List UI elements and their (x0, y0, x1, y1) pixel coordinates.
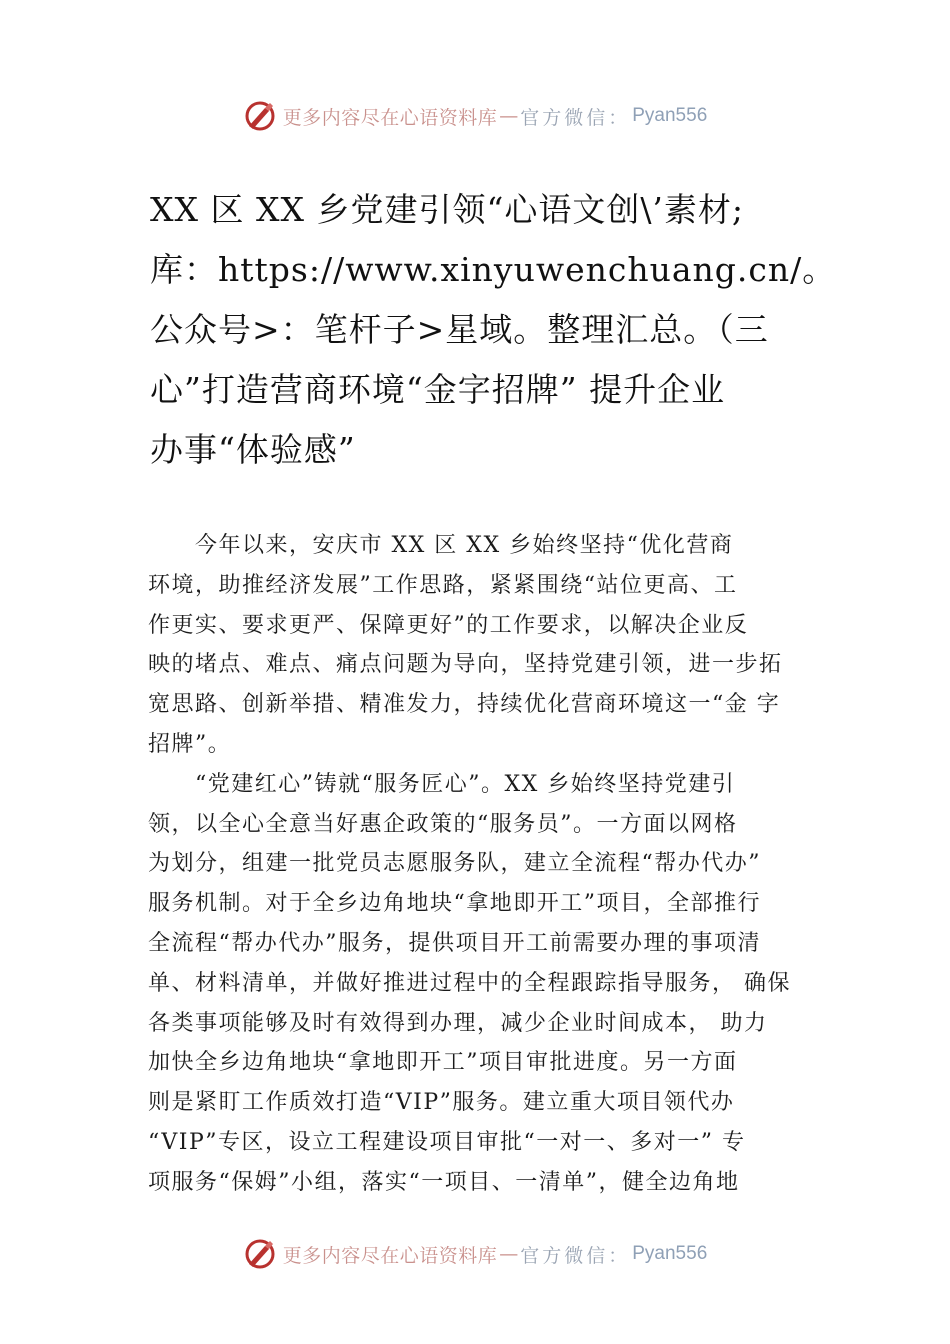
pen-logo-icon (243, 99, 277, 133)
banner-text: 更多内容尽在心语资料库 (282, 1244, 498, 1267)
body-line: 单、材料清单，并做好推进过程中的全程跟踪指导服务， 确保 (148, 970, 791, 996)
title-line: 公众号>：笔杆子>星域。整理汇总。（三 (150, 310, 769, 349)
body-line: “VIP”专区，设立工程建设项目审批“一对一、多对一” 专 (148, 1129, 746, 1155)
body-line: 宽思路、创新举措、精准发力，持续优化营商环境这一“金 字 (148, 692, 781, 718)
banner-wechat-id: Pyan556 (632, 1243, 708, 1264)
banner-separator: — (499, 1243, 519, 1265)
title-line: 办事“体验感” (150, 430, 356, 469)
body-line: 加快全乡边角地块“拿地即开工”项目审批进度。另一方面 (148, 1050, 738, 1076)
body-line: 为划分，组建一批党员志愿服务队，建立全流程“帮办代办” (148, 851, 761, 877)
title-line: 心”打造营商环境“金字招牌” 提升企业 (150, 370, 726, 409)
body-line: 项服务“保姆”小组，落实“一项目、一清单”，健全边角地 (148, 1169, 740, 1195)
body-line: 作更实、要求更严、保障更好”的工作要求，以解决企业反 (148, 612, 749, 638)
header-watermark-banner (0, 96, 950, 136)
banner-separator: — (499, 105, 519, 127)
body-line: 招牌”。 (148, 731, 232, 757)
body-line: 服务机制。对于全乡边角地块“拿地即开工”项目，全部推行 (148, 891, 761, 917)
banner-label: 官方微信： (520, 106, 631, 129)
title-line: XX 区 XX 乡党建引领“心语文创\’素材; (150, 190, 745, 229)
body-line: 环境，助推经济发展”工作思路，紧紧围绕“站位更高、工 (148, 572, 738, 598)
body-line: 则是紧盯工作质效打造“VIP”服务。建立重大项目领代办 (148, 1090, 735, 1116)
body-line: 今年以来，安庆市 XX 区 XX 乡始终坚持“优化营商 (148, 533, 734, 558)
body-line: 映的堵点、难点、痛点问题为导向，坚持党建引领，进一步拓 (148, 652, 783, 678)
footer-watermark-banner (0, 1234, 950, 1274)
body-line: 各类事项能够及时有效得到办理，减少企业时间成本， 助力 (148, 1010, 768, 1036)
body-line: 领，以全心全意当好惠企政策的“服务员”。一方面以网格 (148, 811, 738, 837)
banner-label: 官方微信： (520, 1244, 631, 1267)
body-line: 全流程“帮办代办”服务，提供项目开工前需要办理的事项清 (148, 930, 761, 956)
banner-wechat-id: Pyan556 (632, 105, 708, 126)
body-line: “党建红心”铸就“服务匠心”。XX 乡始终坚持党建引 (148, 771, 736, 797)
pen-logo-icon (243, 1237, 277, 1271)
title-line: 库：https://www.xinyuwenchuang.cn/。 (150, 250, 837, 289)
document-title (150, 180, 837, 480)
banner-text: 更多内容尽在心语资料库 (282, 106, 498, 129)
document-body (148, 526, 818, 1203)
